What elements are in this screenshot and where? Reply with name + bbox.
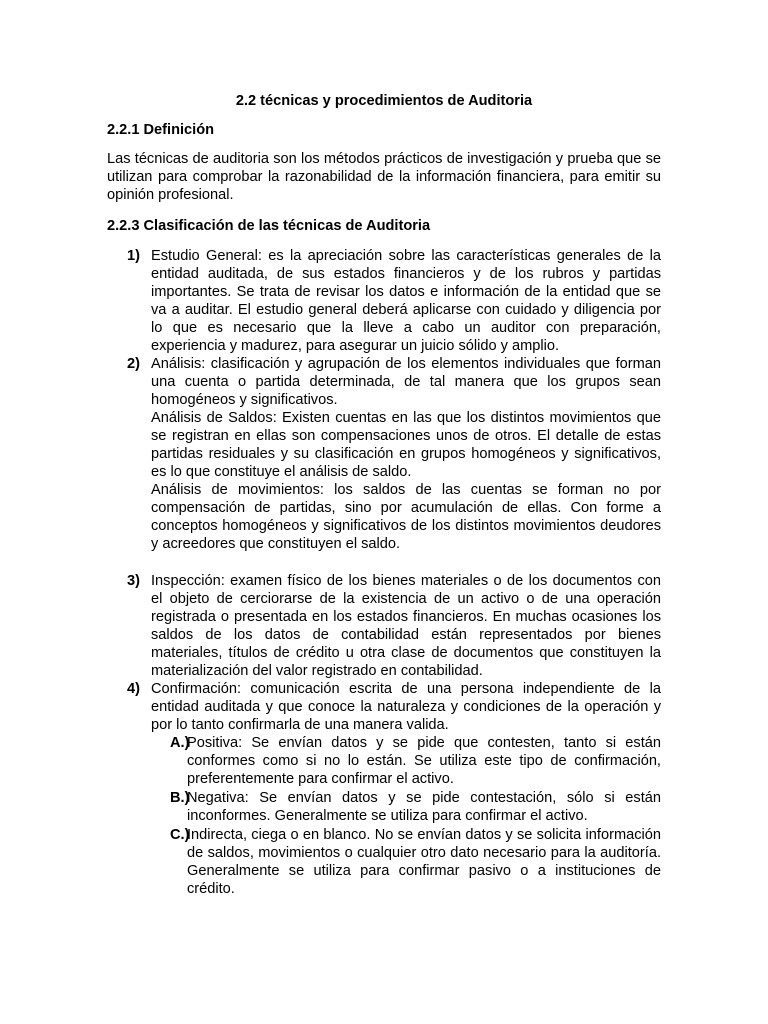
item-text: Análisis de movimientos: los saldos de las cuentas se forman no por compensación de partidas, sino por acumulación de ellas. Con forme a conceptos homogéneos y significativos de los distintos movimientos deudores y acreedores que constituyen el saldo.: [151, 482, 661, 552]
heading-definicion: 2.2.1 Definición: [107, 122, 215, 138]
item-text: Análisis: clasificación y agrupación de los elementos individuales que forman una cuenta o partida determinada, de tal manera que los grupos sean homogéneos y significativos.: [151, 356, 661, 408]
item-number: 2): [127, 356, 140, 372]
document-page: [107, 92, 661, 899]
sublist-label: A.): [170, 735, 190, 751]
list-item-1: [107, 247, 661, 355]
sublist-text: Positiva: Se envían datos y se pide que contesten, tanto si están conformes como si no lo están. Se utiliza este tipo de confirmación, preferentemente para confirmar el activo.: [187, 735, 661, 787]
item-number: 4): [127, 681, 140, 697]
item-number: 1): [127, 248, 140, 264]
techniques-list: [107, 247, 661, 898]
heading-clasificacion: 2.2.3 Clasificación de las técnicas de Auditoria: [107, 218, 431, 234]
item-text: Confirmación: comunicación escrita de una persona independiente de la entidad auditada y que conoce la naturaleza y condiciones de la operación y por lo tanto confirmarla de una manera valida.: [151, 681, 661, 733]
document-title: 2.2 técnicas y procedimientos de Auditoria: [235, 93, 533, 109]
spacer: [107, 553, 661, 572]
sublist-item-c: [151, 826, 661, 898]
item-number: 3): [127, 573, 140, 589]
item-text: Estudio General: es la apreciación sobre las características generales de la entidad auditada, de sus estados financieros y de los rubros y partidas importantes. Se trata de revisar los datos e información de la entidad que se va a auditar. El estudio general deberá aplicarse con cuidado y diligencia por lo que es necesario que la lleve a cabo un auditor con preparación, experiencia y madurez, para asegurar un juicio sólido y amplio.: [151, 248, 661, 354]
sublist-item-b: [151, 789, 661, 825]
item-text: Análisis de Saldos: Existen cuentas en las que los distintos movimientos que se registran en ellas son compensaciones unos de otros. El detalle de estas partidas residuales y su clasificación en grupos homogéneos y significativos, es lo que constituye el análisis de saldo.: [151, 410, 661, 480]
sublist-label: B.): [170, 790, 190, 806]
list-item-2: [107, 355, 661, 553]
list-item-3: [107, 572, 661, 680]
list-item-4: [107, 680, 661, 898]
definition-paragraph: Las técnicas de auditoria son los métodos prácticos de investigación y prueba que se utilizan para comprobar la razonabilidad de la información financiera, para emitir su opinión profesional.: [107, 151, 661, 203]
sublist-text: Indirecta, ciega o en blanco. No se envían datos y se solicita información de saldos, movimientos o cualquier otro dato necesario para la auditoría. Generalmente se utiliza para confirmar pasivo o a instituciones de crédito.: [187, 827, 661, 897]
item-text: Inspección: examen físico de los bienes materiales o de los documentos con el objeto de cerciorarse de la existencia de un activo o de una operación registrada o presentada en los estados financieros. En muchas ocasiones los saldos de los datos de contabilidad están representados por bienes materiales, títulos de crédito u otra clase de documentos que constituyen la materialización del valor registrado en contabilidad.: [151, 573, 661, 679]
sublist-text: Negativa: Se envían datos y se pide contestación, sólo si están inconformes. Generalmente se utiliza para confirmar el activo.: [187, 790, 661, 824]
sublist-item-a: [151, 734, 661, 788]
confirmation-sublist: [151, 734, 661, 898]
sublist-label: C.): [170, 827, 190, 843]
